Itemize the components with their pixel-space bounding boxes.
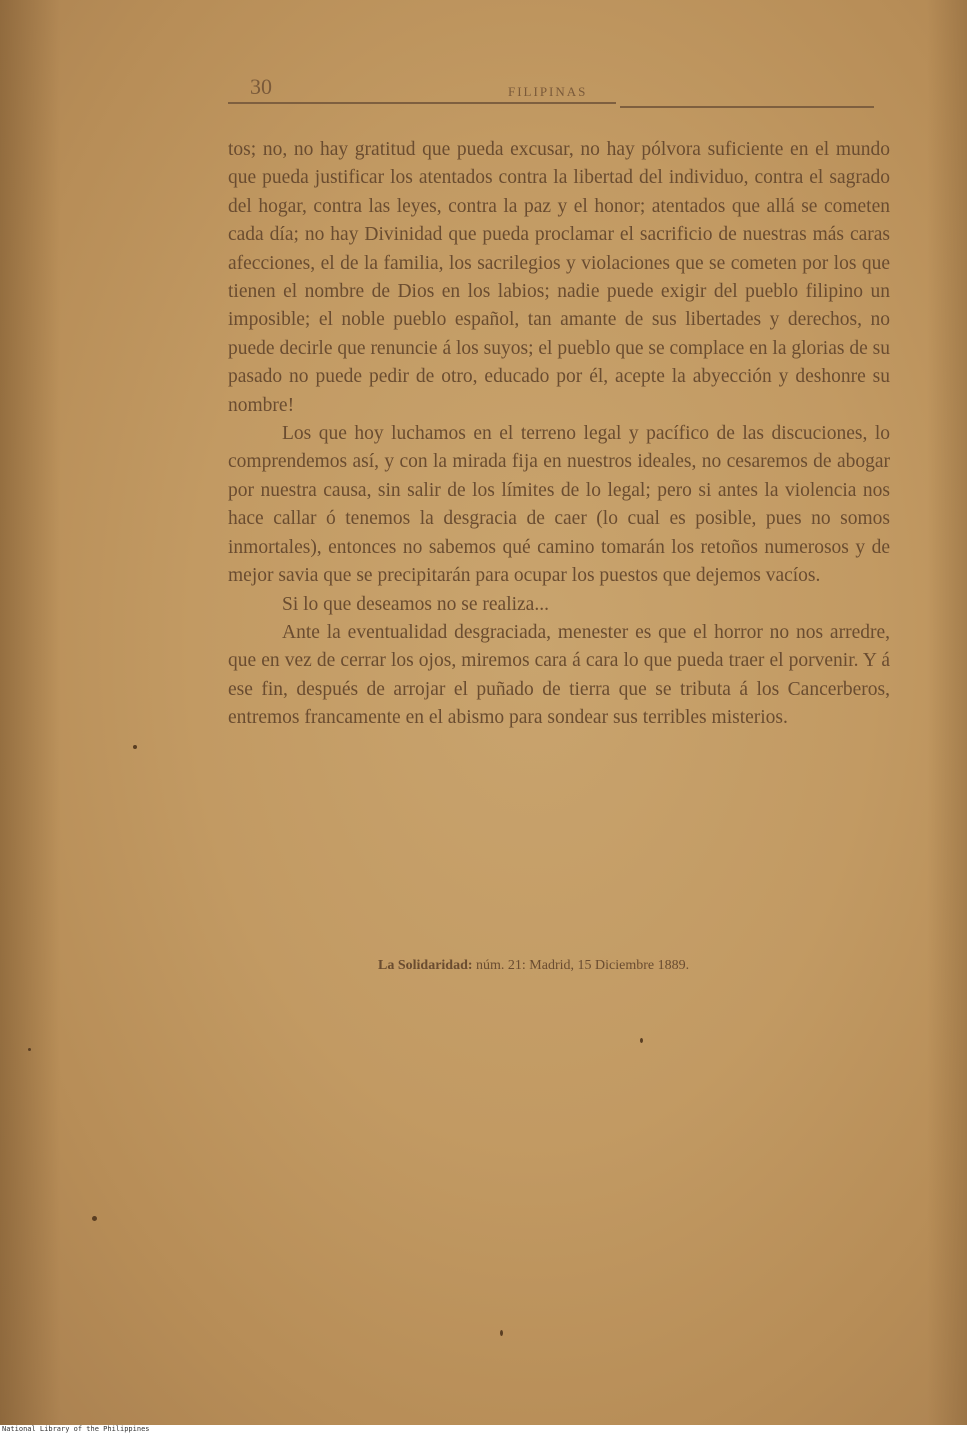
page-edge-shadow-right <box>927 0 967 1425</box>
paragraph-1: tos; no, no hay gratitud que pueda excusar, no hay pólvora suficiente en el mundo que pueda justificar los atentados contra la libertad del individuo, contra el sagrado del hogar, contra las leyes, contra la paz y el honor; atentados que allá se cometen cada día; no hay Divinidad que pueda proclamar el sacrificio de nuestras más caras afecciones, el de la familia, los sacrilegios y violaciones que se cometen por los que tienen el nombre de Dios en los labios; nadie puede exigir del pueblo filipino un imposible; el noble pueblo español, tan amante de sus libertades y derechos, no puede decirle que renuncie á los suyos; el pueblo que se complace en la glorias de su pasado no puede pedir de otro, educado por él, acepte la abyección y deshonre su nombre! <box>228 139 890 416</box>
citation-source: La Solidaridad: <box>378 958 473 973</box>
page-edge-shadow-left <box>0 0 60 1425</box>
header-rule-right <box>620 106 874 108</box>
paper-speck <box>500 1330 503 1336</box>
header-rule-left <box>228 102 616 104</box>
paper-speck <box>92 1216 97 1221</box>
page-header <box>228 74 874 110</box>
running-head: FILIPINAS <box>508 84 588 99</box>
citation <box>378 958 689 974</box>
paper-speck <box>28 1048 31 1051</box>
paragraph-4: Ante la eventualidad desgraciada, menester es que el horror no nos arredre, que en vez de cerrar los ojos, miremos cara á cara lo que pueda traer el porvenir. Y á ese fin, después de arrojar el puñado de tierra que se tributa á los Cancerberos, entremos francamente en el abismo para sondear sus terribles misterios. <box>228 621 890 729</box>
paper-speck <box>640 1038 643 1043</box>
paragraph-2: Los que hoy luchamos en el terreno legal y pacífico de las discuciones, lo comprendemos así, y con la mirada fija en nuestros ideales, no cesaremos de abogar por nuestra causa, sin salir de los límites de lo legal; pero si antes la violencia nos hace callar ó tenemos la desgracia de caer (lo cual es posible, pues no somos inmortales), entonces no sabemos qué camino tomarán los retoños numerosos y de mejor savia que se precipitarán para ocupar los puestos que dejemos vacíos. <box>228 423 890 587</box>
footer-credit: National Library of the Philippines <box>2 1425 150 1433</box>
paragraph-3: Si lo que deseamos no se realiza... <box>282 593 549 615</box>
page-number: 30 <box>250 74 272 99</box>
paper-speck <box>133 745 137 749</box>
body-text <box>228 136 890 733</box>
citation-details: núm. 21: Madrid, 15 Diciembre 1889. <box>476 958 690 973</box>
